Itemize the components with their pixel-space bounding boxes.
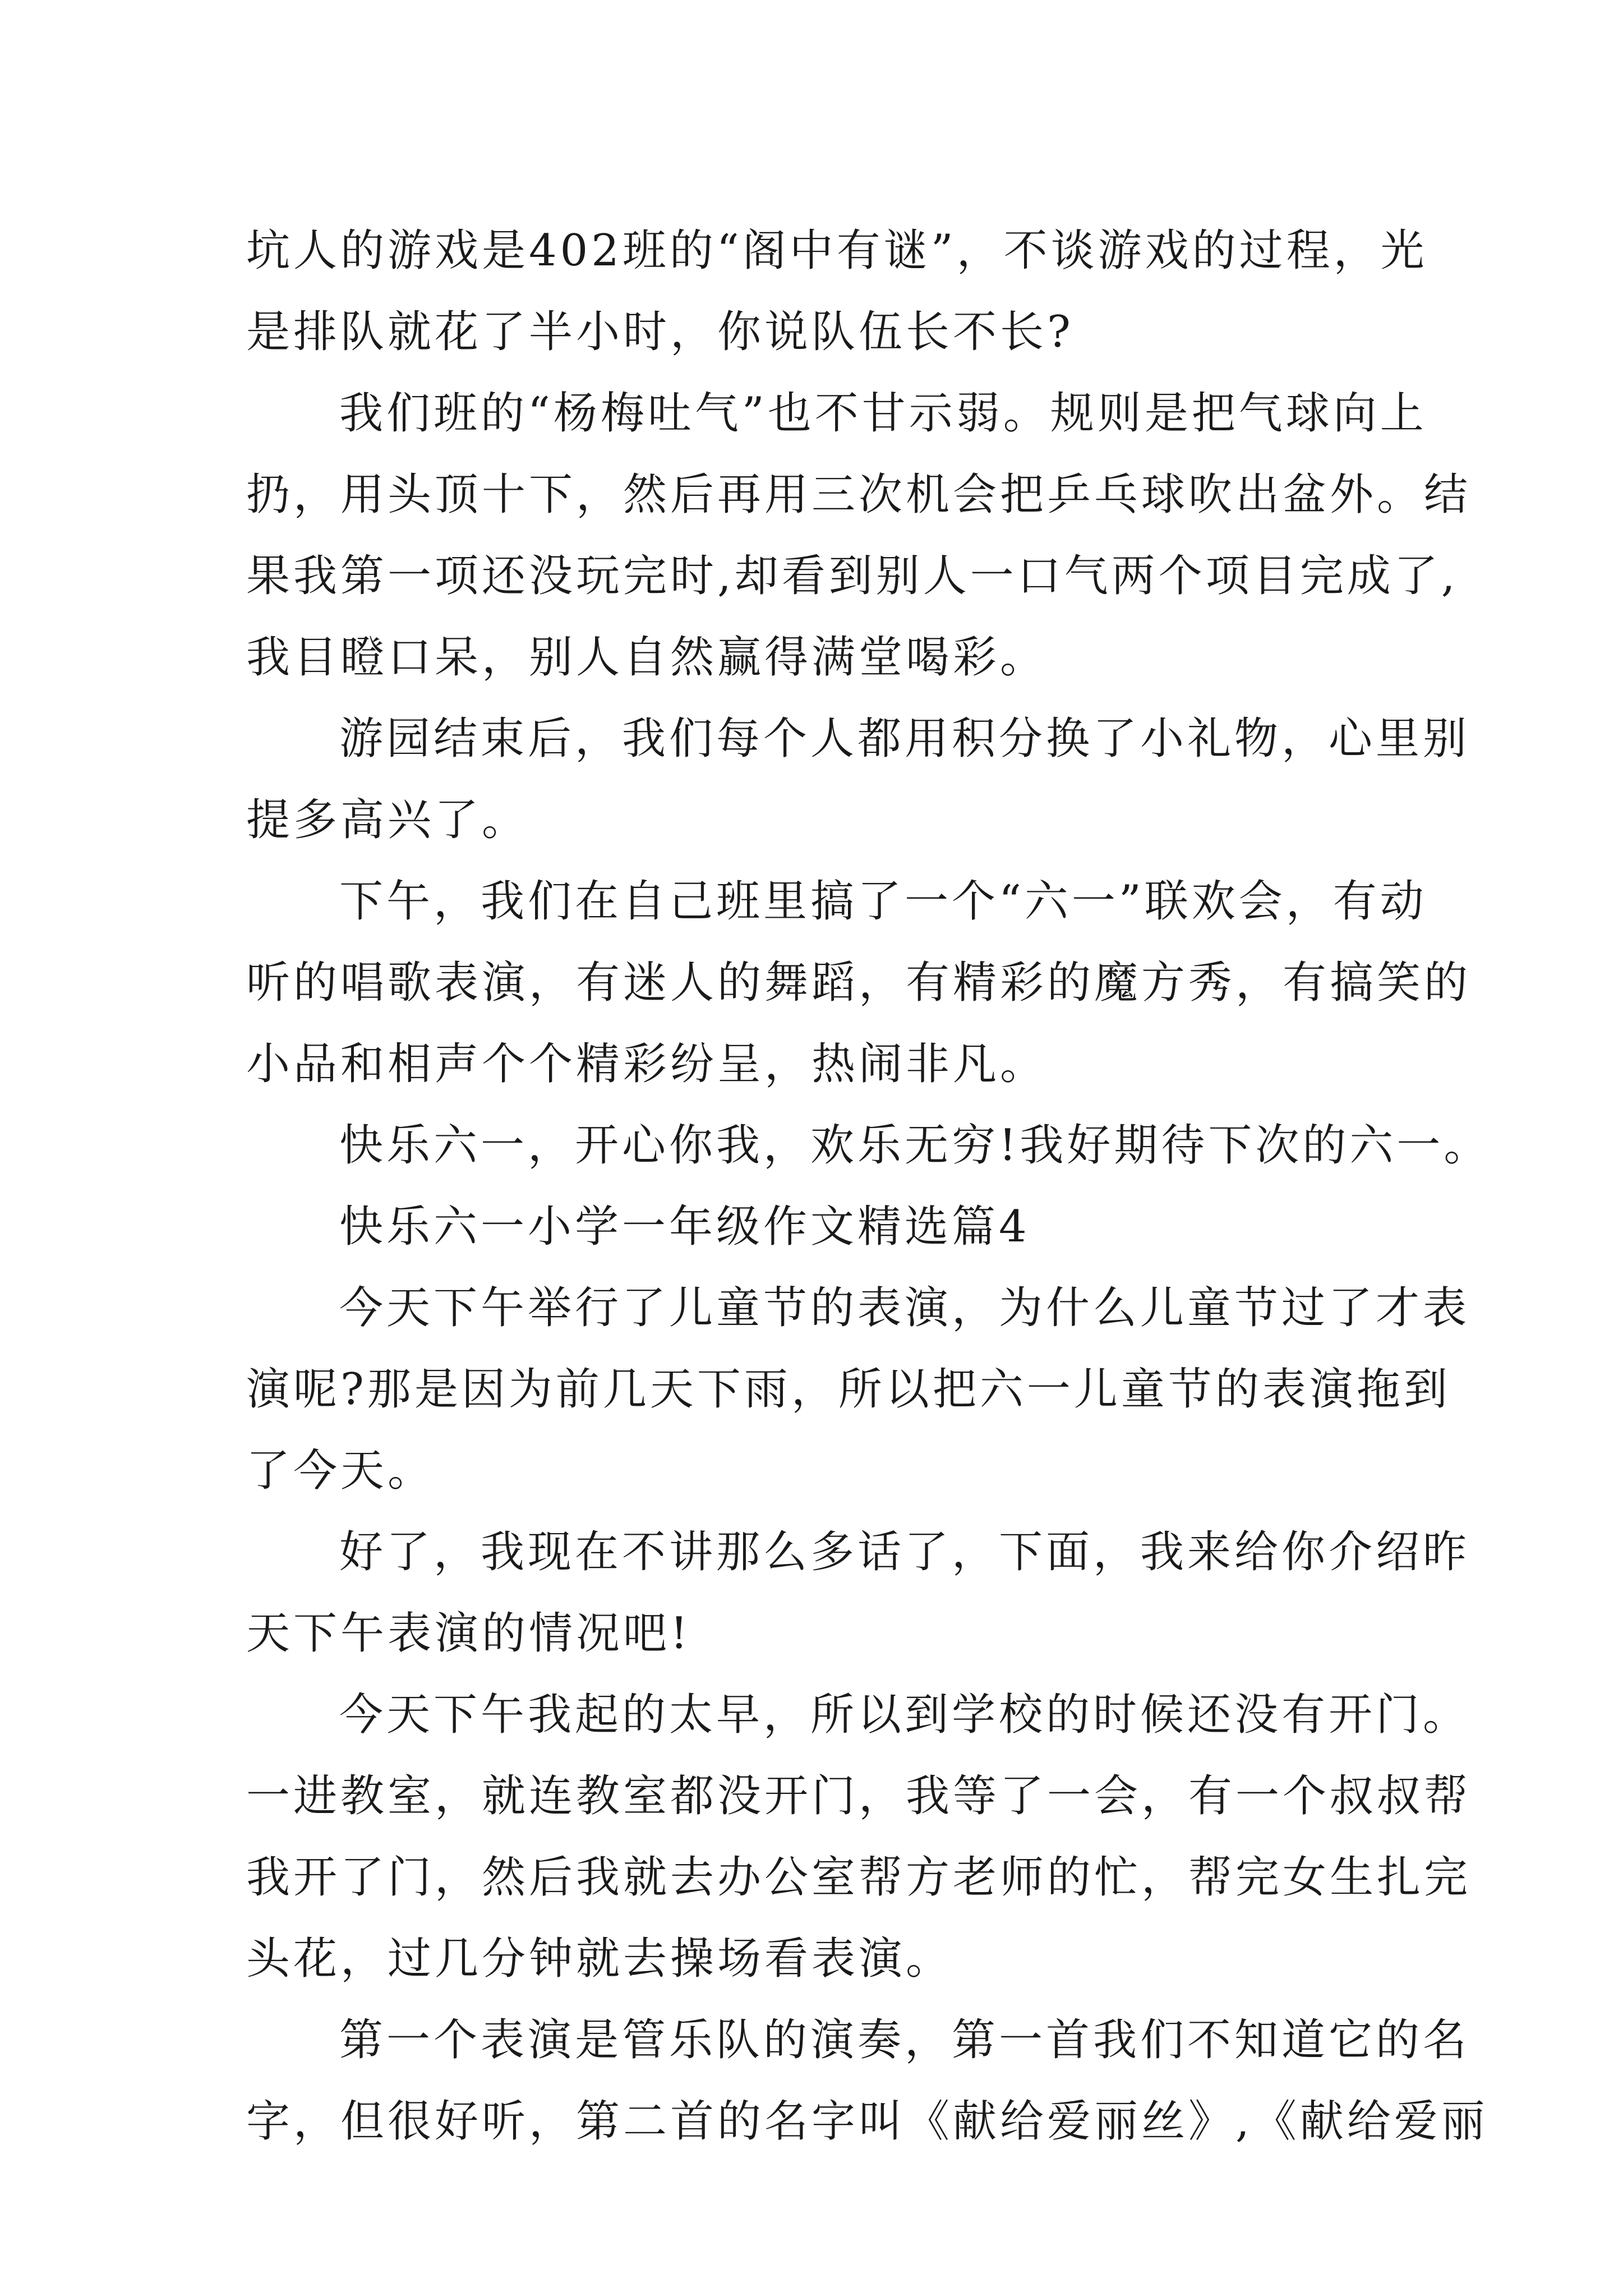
paragraph <box>246 373 1472 698</box>
text-line: 果我第一项还没玩完时,却看到别人一口气两个项目完成了, <box>246 551 1459 601</box>
paragraph <box>246 1674 1472 2000</box>
paragraph <box>246 1268 1470 1512</box>
text-line: 听的唱歌表演，有迷人的舞蹈，有精彩的魔方秀，有搞笑的 <box>246 958 1472 1008</box>
text-line: 第一个表演是管乐队的演奏，第一首我们不知道它的名 <box>339 2015 1470 2065</box>
text-line: 快乐六一，开心你我，欢乐无穷!我好期待下次的六一。 <box>339 1120 1491 1171</box>
text-line: 演呢?那是因为前几天下雨，所以把六一儿童节的表演拖到 <box>246 1364 1451 1415</box>
text-line: 字，但很好听，第二首的名字叫《献给爱丽丝》,《献给爱丽 <box>246 2096 1488 2147</box>
text-line: 快乐六一小学一年级作文精选篇4 <box>339 1202 1030 1252</box>
text-line: 我们班的“杨梅吐气”也不甘示弱。规则是把气球向上 <box>339 388 1427 439</box>
text-line: 下午，我们在自己班里搞了一个“六一”联欢会，有动 <box>339 876 1427 927</box>
text-line: 扔，用头顶十下，然后再用三次机会把乒乓球吹出盆外。结 <box>246 470 1472 520</box>
text-line: 了今天。 <box>246 1446 435 1496</box>
paragraph <box>246 861 1472 1105</box>
text-line: 天下午表演的情况吧! <box>246 1608 691 1659</box>
text-line: 今天下午举行了儿童节的表演，为什么儿童节过了才表 <box>339 1283 1470 1333</box>
paragraph <box>246 1512 1470 1674</box>
text-line: 游园结束后，我们每个人都用积分换了小礼物，心里别 <box>339 714 1470 764</box>
text-line: 小品和相声个个精彩纷呈，热闹非凡。 <box>246 1039 1048 1089</box>
paragraph <box>246 210 1428 373</box>
text-line: 一进教室，就连教室都没开门，我等了一会，有一个叔叔帮 <box>246 1771 1472 1821</box>
text-line: 坑人的游戏是402班的“阁中有谜”，不谈游戏的过程，光 <box>246 226 1428 276</box>
paragraph <box>246 698 1470 861</box>
text-line: 好了，我现在不讲那么多话了，下面，我来给你介绍昨 <box>339 1527 1470 1577</box>
text-line: 是排队就花了半小时，你说队伍长不长? <box>246 307 1074 357</box>
text-line: 提多高兴了。 <box>246 795 529 845</box>
text-line: 今天下午我起的太早，所以到学校的时候还没有开门。 <box>339 1690 1470 1740</box>
document-body <box>246 210 1491 2162</box>
paragraph <box>246 2000 1488 2162</box>
text-line: 头花，过几分钟就去操场看表演。 <box>246 1934 953 1984</box>
paragraph <box>246 1105 1491 1186</box>
section-heading <box>246 1186 1385 1268</box>
text-line: 我目瞪口呆，别人自然赢得满堂喝彩。 <box>246 632 1048 683</box>
text-line: 我开了门，然后我就去办公室帮方老师的忙，帮完女生扎完 <box>246 1852 1472 1903</box>
